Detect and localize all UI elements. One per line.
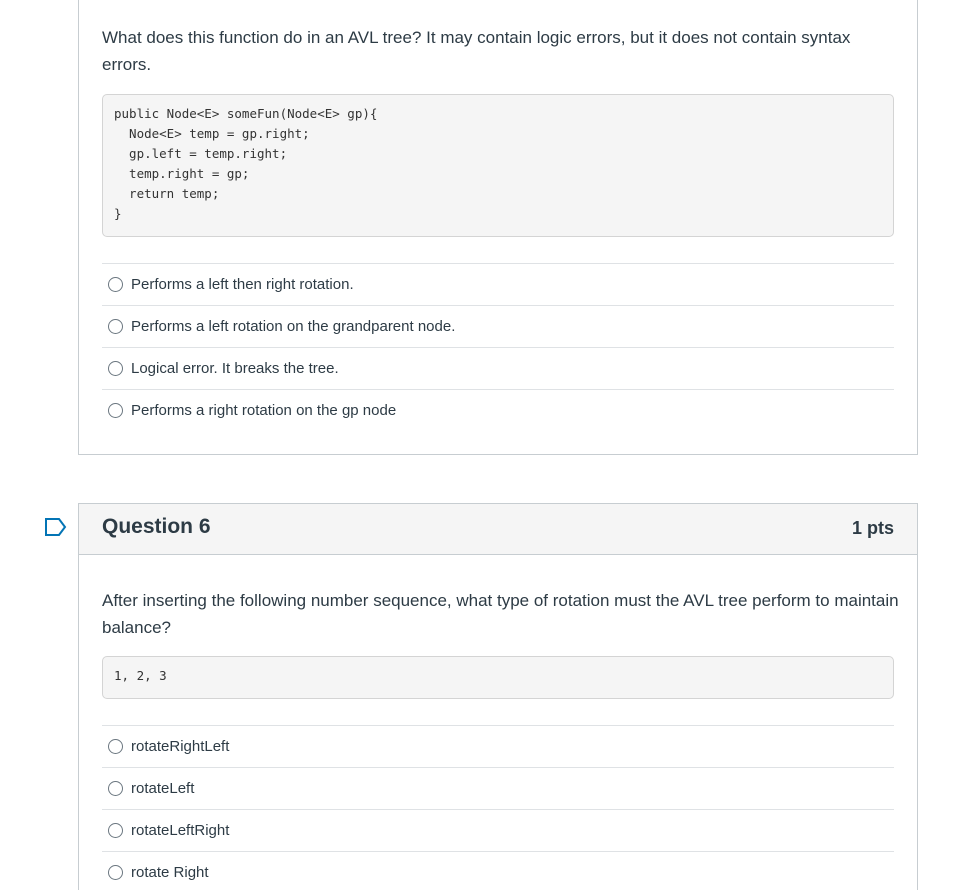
answer-option[interactable] [102, 389, 894, 431]
answer-option[interactable] [102, 767, 894, 809]
radio-button[interactable] [108, 865, 123, 880]
answer-label: Performs a left then right rotation. [131, 276, 354, 293]
question-6-answers [102, 725, 894, 890]
question-5-container [78, 0, 918, 455]
question-5-code-block: public Node<E> someFun(Node<E> gp){ Node<E> temp = gp.right; gp.left = temp.right; temp.right = gp; return temp; } [102, 94, 894, 237]
answer-option[interactable] [102, 305, 894, 347]
answer-label: Performs a right rotation on the gp node [131, 402, 397, 419]
question-6-header [79, 504, 917, 555]
answer-label: Performs a left rotation on the grandparent node. [131, 318, 456, 335]
question-5-text: What does this function do in an AVL tree? It may contain logic errors, but it does not contain syntax errors. [102, 28, 851, 74]
question-6-code-block: 1, 2, 3 [102, 656, 894, 699]
radio-button[interactable] [108, 277, 123, 292]
answer-label: Logical error. It breaks the tree. [131, 360, 339, 377]
radio-button[interactable] [108, 781, 123, 796]
answer-label: rotateLeft [131, 780, 195, 797]
question-title: Question 6 [102, 515, 211, 538]
question-5-answers [102, 263, 894, 431]
radio-button[interactable] [108, 823, 123, 838]
answer-label: rotate Right [131, 864, 209, 881]
radio-button[interactable] [108, 739, 123, 754]
bookmark-flag-icon[interactable] [44, 517, 68, 537]
question-points: 1 pts [851, 518, 894, 538]
answer-option[interactable] [102, 851, 894, 890]
question-6-text: After inserting the following number sequence, what type of rotation must the AVL tree perform to maintain balance? [102, 591, 899, 637]
radio-button[interactable] [108, 361, 123, 376]
answer-label: rotateLeftRight [131, 822, 230, 839]
radio-button[interactable] [108, 319, 123, 334]
answer-option[interactable] [102, 263, 894, 305]
radio-button[interactable] [108, 403, 123, 418]
answer-option[interactable] [102, 347, 894, 389]
answer-label: rotateRightLeft [131, 738, 230, 755]
answer-option[interactable] [102, 725, 894, 767]
answer-option[interactable] [102, 809, 894, 851]
question-6-container [78, 503, 918, 890]
